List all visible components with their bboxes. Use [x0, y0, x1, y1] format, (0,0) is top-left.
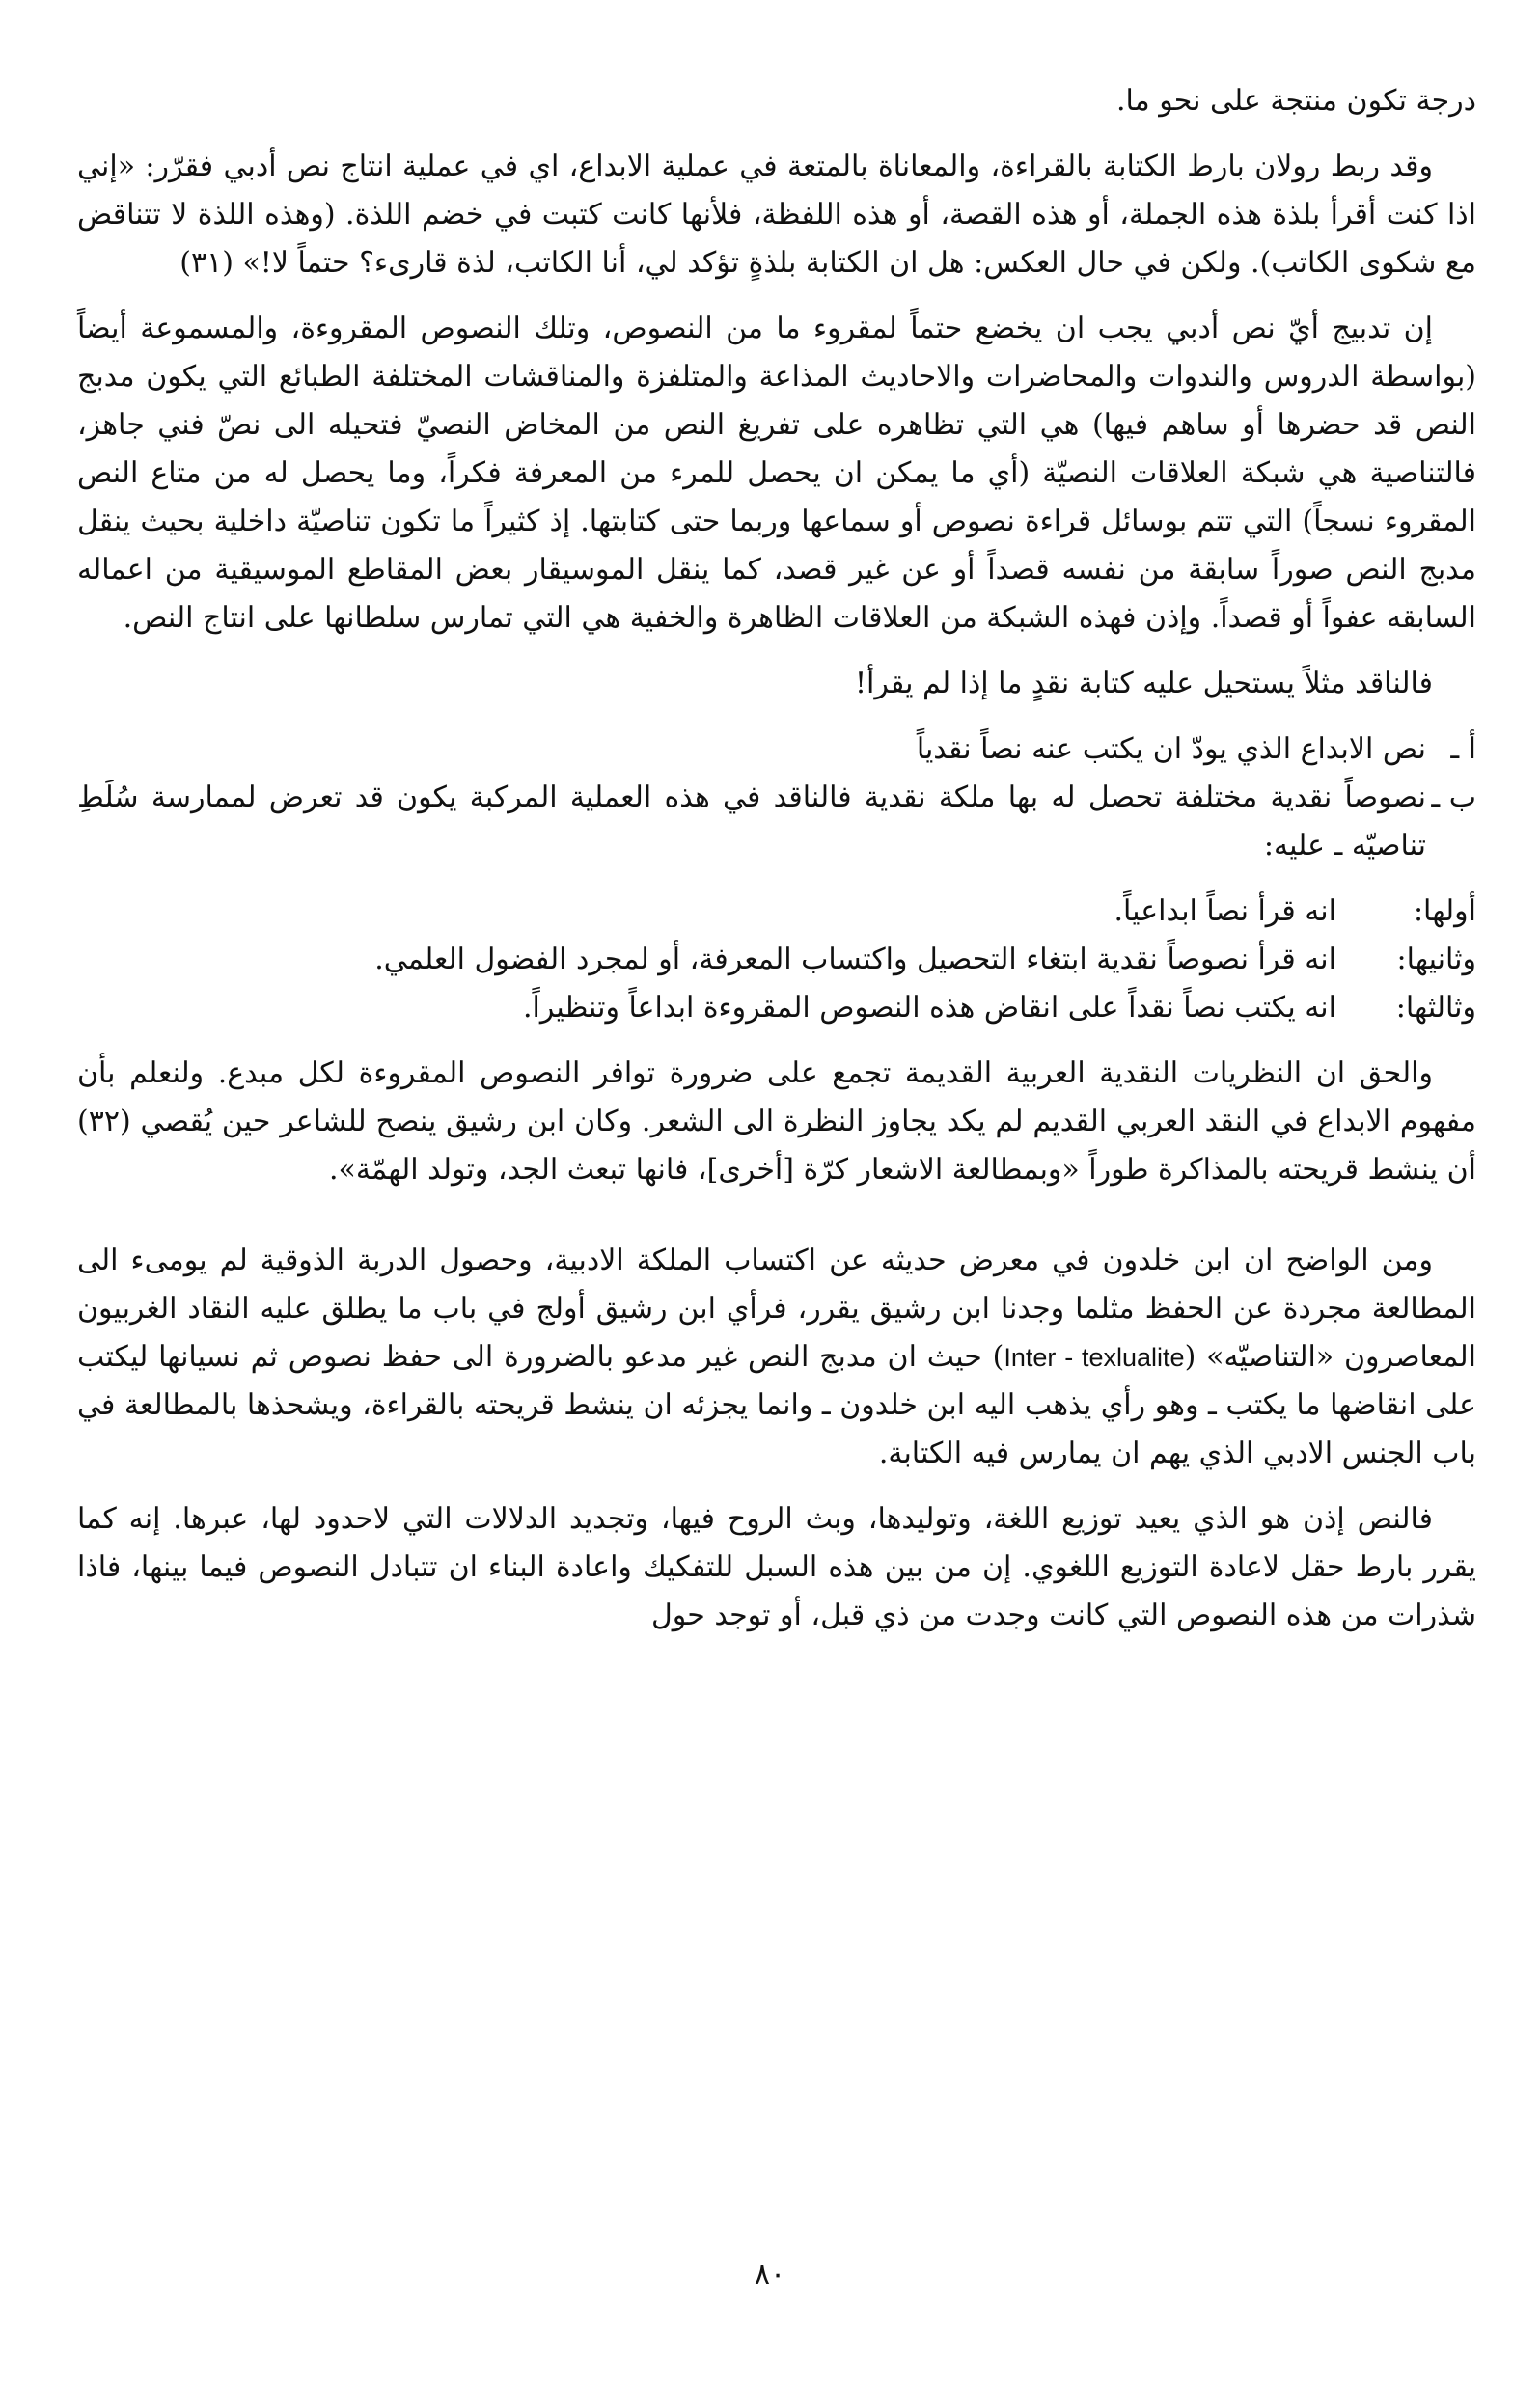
paragraph-ibn-khaldun-part-1: ومن الواضح ان ابن خلدون في معرض حديثه عن اكتساب الملكة الادبية، وحصول الدربة الذوقية لم يومىء الى المطالعة مجردة عن الحفظ مثلما وجدنا ابن رشيق يقرر، فرأي ابن رشيق أولج في باب ما يطلق عليه النقاد الغربيون المعاصرون «التناصيّه» (: [77, 1244, 1476, 1374]
enumeration-row: [77, 888, 1476, 936]
enumeration-row: [77, 936, 1476, 984]
enumeration-label: وثالثها:: [1395, 991, 1476, 1025]
enumeration-text: انه يكتب نصاً نقداً على انقاض هذه النصوص المقروءة ابداعاً وتنظيراً.: [522, 991, 1336, 1025]
paragraph-ibn-khaldun: [77, 1237, 1476, 1478]
page-body: [77, 77, 1476, 1657]
list-item-text: نصوصاً نقدية مختلفة تحصل له بها ملكة نقدية فالناقد في هذه العملية المركبة يكون قد تعرض لممارسة سُلَطِ تناصيّه ـ عليه:: [77, 780, 1426, 862]
paragraph-opening: درجة تكون منتجة على نحو ما.: [1115, 84, 1476, 118]
list-marker: ب ـ: [1431, 780, 1476, 814]
enumeration-label: أولها:: [1413, 894, 1476, 928]
paragraph-arab-criticism: والحق ان النظريات النقدية العربية القديمة تجمع على ضرورة توافر النصوص المقروءة لكل مبدع. ولنعلم بأن مفهوم الابداع في النقد العربي القديم لم يكد يجاوز النظرة الى الشعر. وكان ابن رشيق ينصح للشاعر حين يُقصي (٣٢) أن ينشط قريحته بالمذاكرة طوراً «وبمطالعة الاشعار كرّة [أخرى]، فانها تبعث الجد، وتولد الهمّة».: [77, 1056, 1476, 1187]
list-marker: أ ـ: [1450, 732, 1476, 766]
paragraph-barthes: وقد ربط رولان بارط الكتابة بالقراءة، والمعاناة بالمتعة في عملية الابداع، اي في عملية انتاج نص أدبي فقرّر: «إني اذا كنت أقرأ بلذة هذه الجملة، أو هذه القصة، أو هذه اللفظة، فلأنها كانت كتبت في خضم اللذة. (وهذه اللذة لا تتناقض مع شكوى الكاتب). ولكن في حال العكس: هل ان الكتابة بلذةٍ تؤكد لي، أنا الكاتب، لذة قارىء؟ حتماً لا!» (٣١): [77, 150, 1476, 280]
enumeration-label: وثانيها:: [1396, 943, 1476, 976]
list-item-text: نص الابداع الذي يودّ ان يكتب عنه نصاً نقدياً: [916, 732, 1426, 766]
enumeration-text: انه قرأ نصوصاً نقدية ابتغاء التحصيل واكتساب المعرفة، أو لمجرد الفضول العلمي.: [374, 943, 1336, 976]
page-number: ٨٠: [754, 2258, 786, 2291]
list-item: [77, 774, 1476, 870]
ordinal-enumeration: [77, 888, 1476, 1032]
list-item: [77, 725, 1476, 774]
paragraph-intertextuality: إن تدبيج أيّ نص أدبي يجب ان يخضع حتماً لمقروء ما من النصوص، وتلك النصوص المقروءة، والمسموعة أيضاً (بواسطة الدروس والندوات والمحاضرات والاحاديث المذاعة والمتلفزة والمناقشات المختلفة الطبائع التي يكون مدبج النص قد حضرها أو ساهم فيها) هي التي تظاهره على تفريغ النص من المخاض النصيّ فتحيله الى نصّ فني جاهز، فالتناصية هي شبكة العلاقات النصيّة (أي ما يمكن ان يحصل للمرء من المعرفة فكراً، وما يحصل له من متاع النص المقروء نسجاً) التي تتم بوسائل قراءة نصوص أو سماعها وربما حتى كتابتها. إذ كثيراً ما تكون تناصيّة داخلية بحيث ينقل مدبج النص صوراً سابقة من نفسه قصداً أو عن غير قصد، كما ينقل الموسيقار بعض المقاطع الموسيقية من اعماله السابقه عفواً أو قصداً. وإذن فهذه الشبكة من العلاقات الظاهرة والخفية هي التي تمارس سلطانها على انتاج النص.: [77, 312, 1476, 635]
lettered-list: [77, 725, 1476, 870]
enumeration-text: انه قرأ نصاً ابداعياً.: [1114, 894, 1336, 928]
paragraph-redistribution: فالنص إذن هو الذي يعيد توزيع اللغة، وتوليدها، وبث الروح فيها، وتجديد الدلالات التي لاحدود لها، عبرها. إنه كما يقرر بارط حقل لاعادة التوزيع اللغوي. إن من بين هذه السبل للتفكيك واعادة البناء ان تتبادل النصوص فيما بينها، فاذا شذرات من هذه النصوص التي كانت وجدت من ذي قبل، أو توجد حول: [77, 1502, 1476, 1632]
paragraph-ibn-khaldun-part-2: ) حيث ان مدبج النص غير مدعو بالضرورة الى حفظ نصوص ثم نسيانها ليكتب على انقاضها ما يكتب ـ وهو رأي يذهب اليه ابن خلدون ـ وانما يجزئه ان ينشط قريحته بالقراءة، ويشحذها بالمطالعة في باب الجنس الادبي الذي يهم ان يمارس فيه الكتابة.: [77, 1340, 1476, 1470]
enumeration-row: [77, 984, 1476, 1032]
latin-term: Inter - texlualite: [1004, 1343, 1185, 1372]
paragraph-critic: فالناقد مثلاً يستحيل عليه كتابة نقدٍ ما إذا لم يقرأ!: [854, 667, 1433, 700]
